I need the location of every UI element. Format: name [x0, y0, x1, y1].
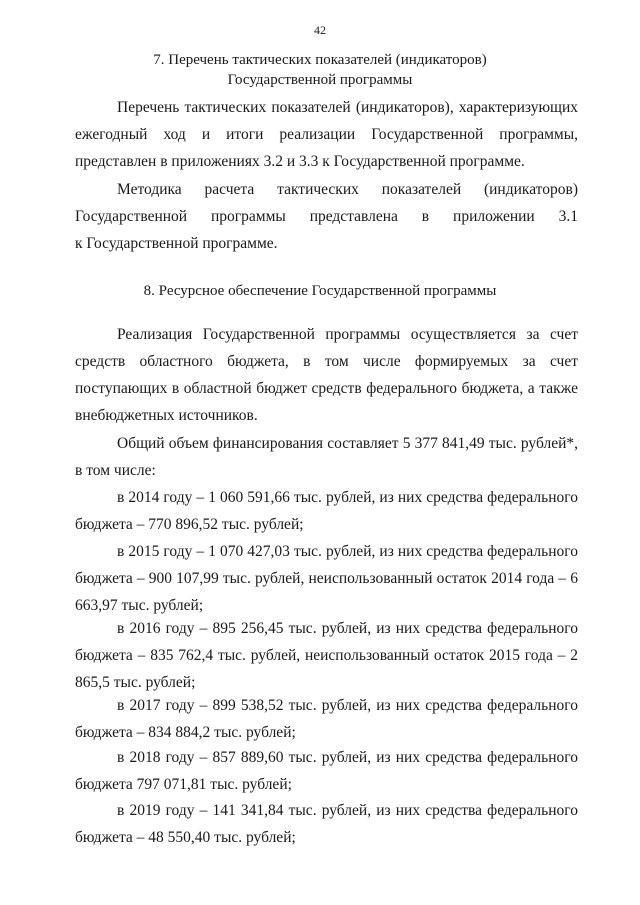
section-7-paragraph-2 [75, 176, 578, 257]
funding-year-2017: в 2017 году – 899 538,52 тыс. рублей, из них средства федерального бюджета – 834 884,2 тыс. рублей; [75, 697, 578, 741]
section-7-title-line1: 7. Перечень тактических показателей (индикаторов) [153, 52, 487, 68]
section-7-title [60, 50, 580, 90]
funding-year-2018: в 2018 году – 857 889,60 тыс. рублей, из них средства федерального бюджета 797 071,81 тыс. рублей; [75, 749, 578, 793]
section-7-paragraph-2-main: Методика расчета тактических показателей (индикаторов) Государственной программы представлена в приложении 3.1 [75, 181, 578, 225]
section-7-paragraph-2-last: к Государственной программе. [75, 235, 278, 252]
section-7-title-line2: Государственной программы [227, 72, 413, 88]
funding-year-2014: в 2014 году – 1 060 591,66 тыс. рублей, из них средства федерального бюджета – 770 896,52 тыс. рублей; [75, 489, 578, 533]
funding-year-2019: в 2019 году – 141 341,84 тыс. рублей, из них средства федерального бюджета – 48 550,40 тыс. рублей; [75, 802, 578, 846]
total-funding-paragraph: Общий объем финансирования составляет 5 377 841,49 тыс. рублей*, в том числе: [75, 435, 578, 479]
section-8-paragraph-1: Реализация Государственной программы осуществляется за счет средств областного бюджета, в том числе формируемых за счет поступающих в областной бюджет средств федерального бюджета, а также внебюджетных источников. [75, 326, 578, 424]
funding-year-2015: в 2015 году – 1 070 427,03 тыс. рублей, из них средства федерального бюджета – 900 107,99 тыс. рублей, неиспользованный остаток 2014 года – 6 663,97 тыс. рублей; [75, 543, 578, 614]
page-number: 42 [314, 23, 326, 37]
section-8-title: 8. Ресурсное обеспечение Государственной программы [143, 283, 497, 299]
funding-year-2016: в 2016 году – 895 256,45 тыс. рублей, из них средства федерального бюджета – 835 762,4 тыс. рублей, неиспользованный остаток 2015 года – 2 865,5 тыс. рублей; [75, 620, 578, 691]
section-7-paragraph-1: Перечень тактических показателей (индикаторов), характеризующих ежегодный ход и итоги реализации Государственной программы, представлен в приложениях 3.2 и 3.3 к Государственной программе. [75, 99, 578, 170]
